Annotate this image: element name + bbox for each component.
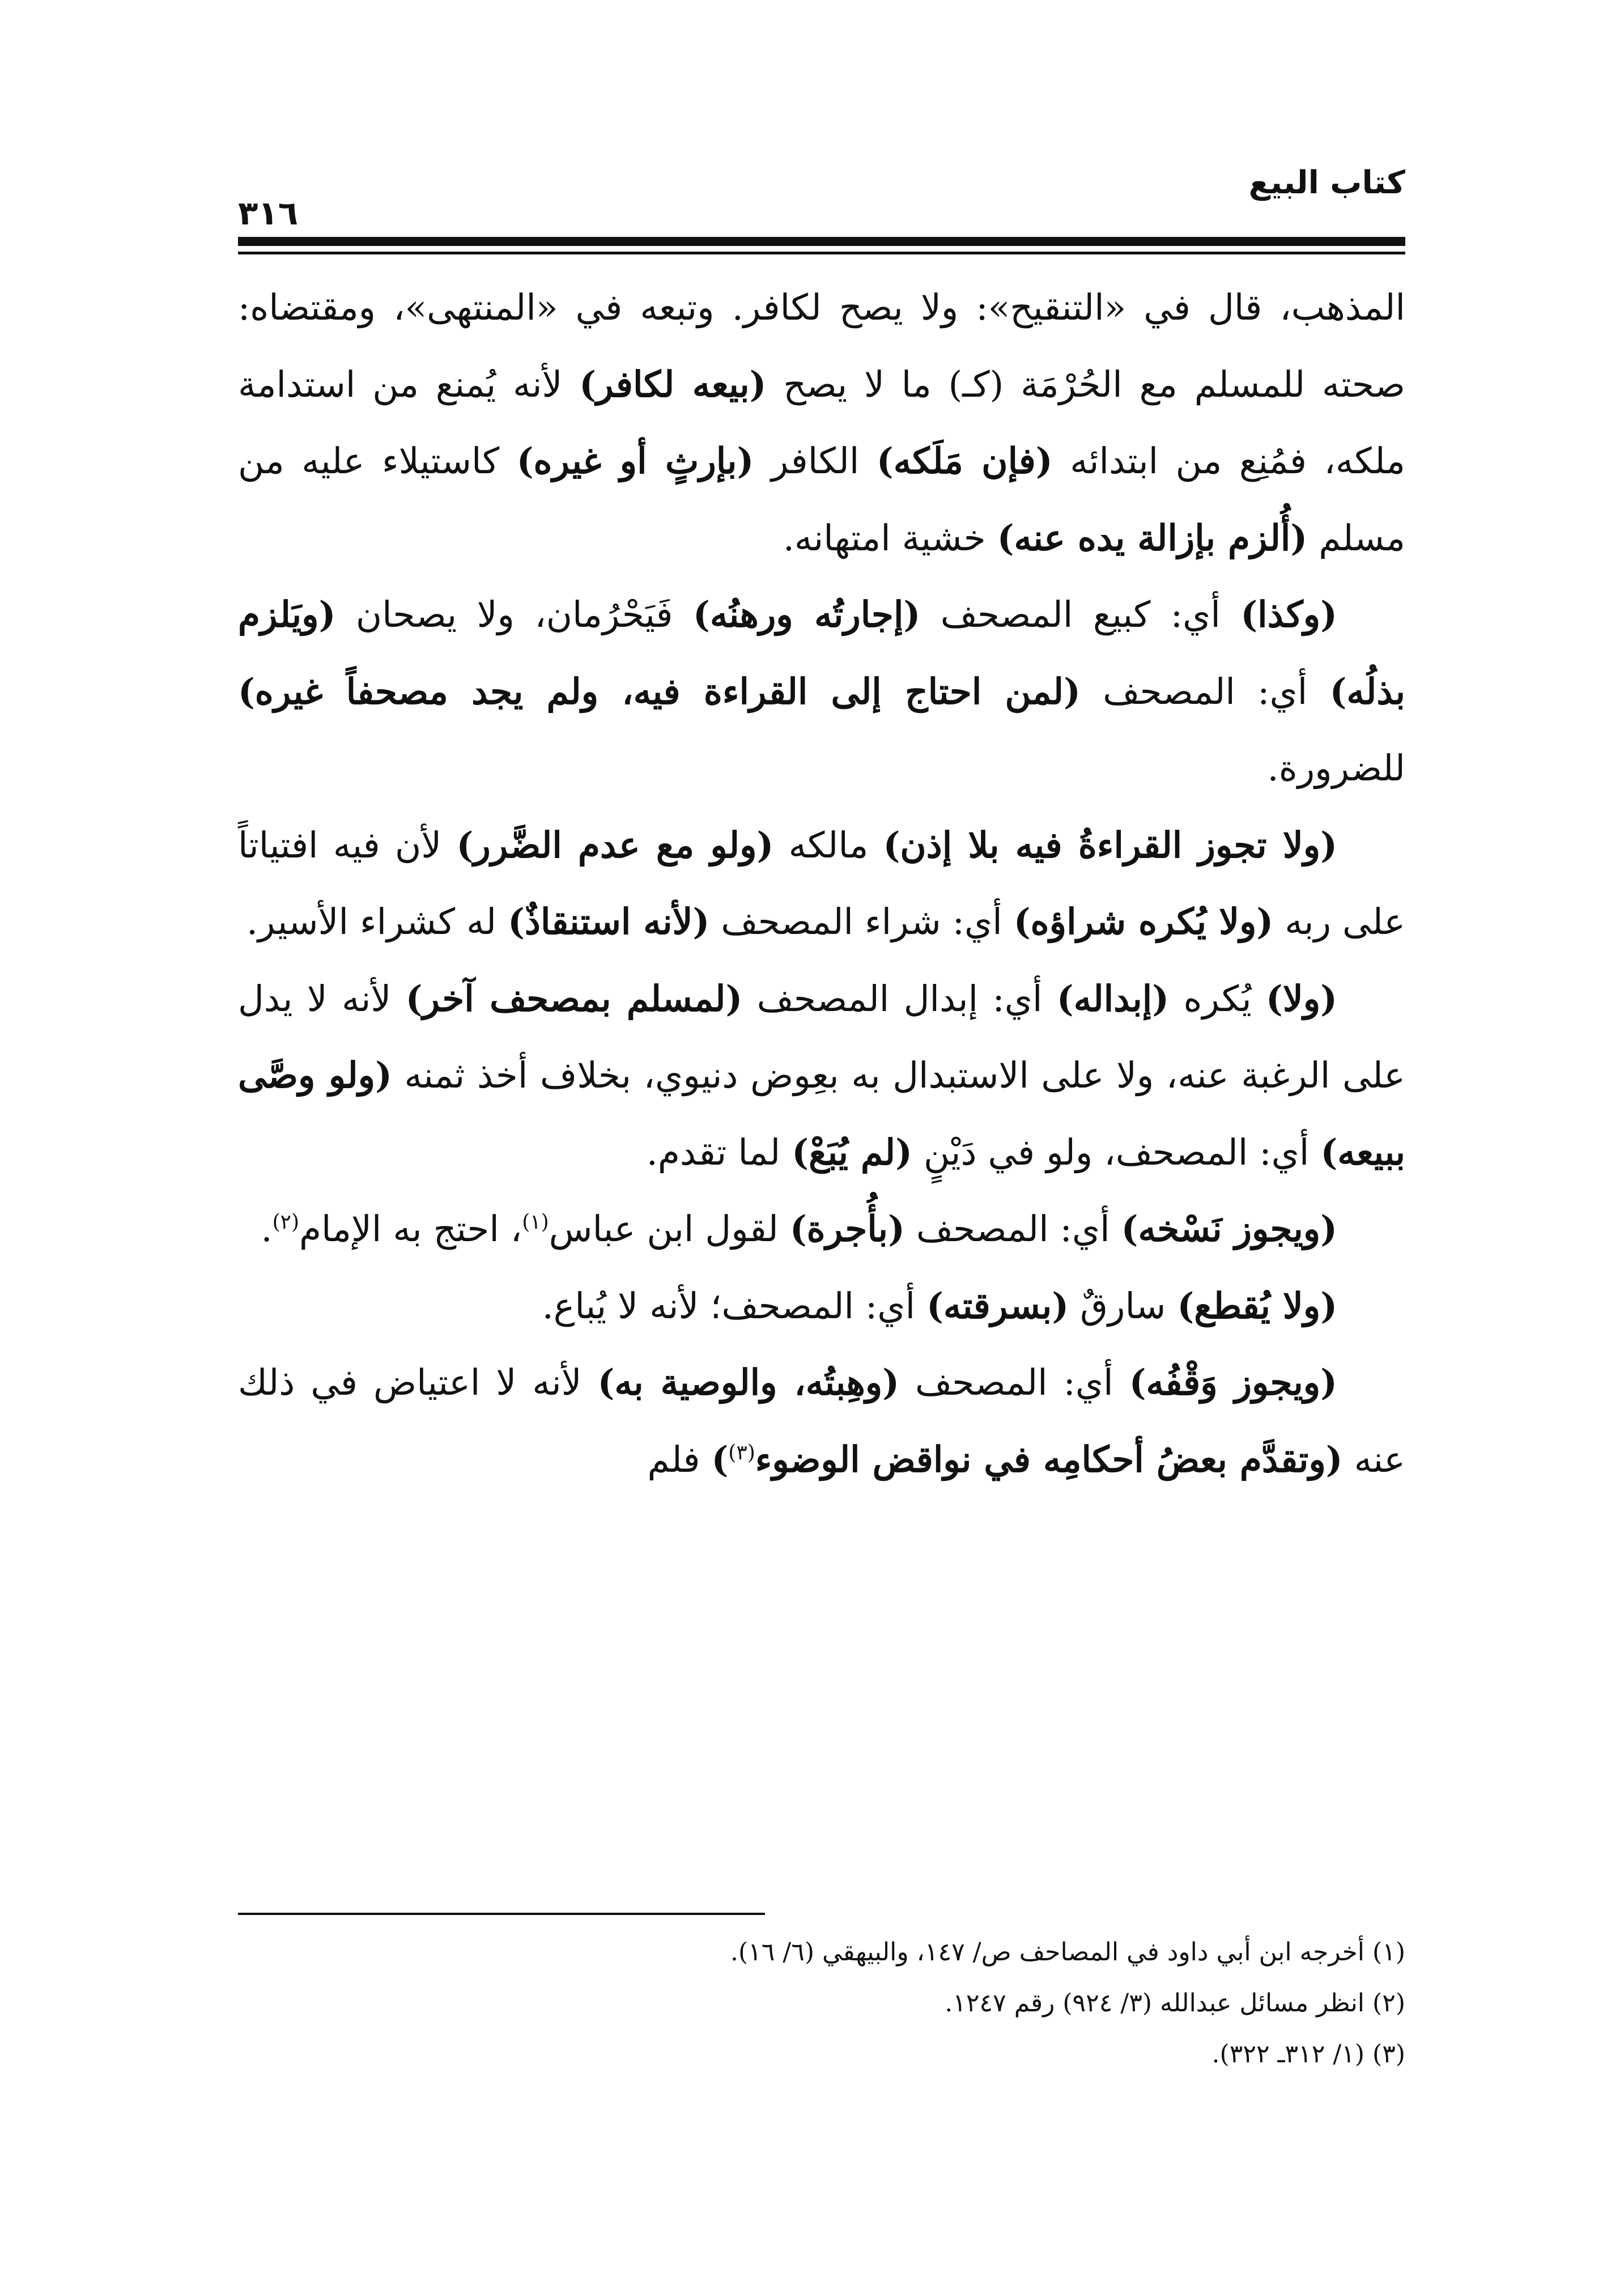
sharh-text: لأنه يُمنع من استدامة ملكه، فمُنِع من ابتدائه	[238, 363, 1405, 482]
matn-text: (بإرثٍ أو غيره)	[516, 440, 754, 482]
matn-text: (لأنه استنقاذٌ)	[508, 901, 710, 942]
sharh-text: أي: كبيع المصحف	[920, 594, 1241, 635]
sharh-text: أي: المصحف، ولو في دَيْنٍ	[912, 1131, 1321, 1173]
matn-text: (ولا يُكره شراؤه)	[1013, 901, 1274, 942]
footnote-ref: (٢)	[272, 1211, 299, 1234]
sharh-text: لأنه لا اعتياض في ذلك عنه	[238, 1362, 1405, 1480]
sharh-text: يُكره	[1169, 978, 1266, 1020]
footnote-ref: (٣)	[728, 1441, 755, 1464]
sharh-text: المذهب، قال في «التنقيح»: ولا يصح لكافر. وتبعه في «المنتهى»، ومقتضاه: صحته للمسلم مع الحُرْمَة (كـ) ما لا يصح	[238, 287, 1405, 405]
book-page	[238, 153, 1405, 2193]
matn-text: (وتقدَّم بعضُ أحكامِه في نواقض الوضوء	[755, 1438, 1343, 1480]
sharh-text: أي: المصحف؛ لأنه لا يُباع.	[542, 1285, 927, 1327]
matn-text: (ويَلزم بذلُه)	[238, 593, 1405, 712]
matn-text: (ويجوز وَقْفُه)	[1129, 1361, 1337, 1403]
sharh-text: فلم	[647, 1438, 712, 1480]
footnote-separator	[238, 1913, 765, 1915]
sharh-text: الكافر	[754, 440, 877, 482]
matn-text: (وكذا)	[1240, 593, 1337, 635]
paragraph	[238, 961, 1405, 1191]
sharh-text: ، احتج به الإمام	[299, 1208, 522, 1250]
paragraph	[238, 1344, 1405, 1498]
footnote-3: (٣) (١/ ٣١٢ـ ٣٢٢).	[1211, 2040, 1405, 2069]
matn-text: (بأُجرة)	[789, 1208, 905, 1250]
paragraph	[238, 807, 1405, 961]
matn-text: (ولو وصَّى ببيعه)	[238, 1054, 1405, 1173]
paragraph	[238, 576, 1405, 807]
matn-text: (بيعه لكافر)	[579, 363, 767, 405]
matn-text: (إجارتُه ورهنُه)	[693, 593, 921, 635]
footnote-2: (٢) انظر مسائل عبدالله (٣/ ٩٢٤) رقم ١٢٤٧.	[945, 1989, 1405, 2018]
paragraph	[238, 1268, 1405, 1345]
matn-text: (ويجوز نَسْخه)	[1121, 1208, 1337, 1250]
footnote-1: (١) أخرجه ابن أبي داود في المصاحف ص/ ١٤٧، والبيهقي (٦/ ١٦).	[730, 1938, 1405, 1967]
paragraph	[238, 269, 1405, 576]
matn-text: (فإن مَلَكه)	[876, 440, 1053, 482]
sharh-text: له كشراء الأسير.	[246, 901, 508, 942]
page-number: ٣١٦	[238, 194, 299, 232]
matn-text: (ولا)	[1266, 977, 1337, 1020]
footnote-ref: (١)	[522, 1211, 549, 1234]
sharh-text: مالكه	[773, 824, 883, 866]
sharh-text: لأنه لا يدل على الرغبة عنه، ولا على الاستبدال به بعِوض دنيوي، بخلاف أخذ ثمنه	[238, 978, 1405, 1096]
footnotes	[238, 1927, 1405, 2080]
matn-text: (لم يُبَعْ)	[792, 1131, 912, 1173]
paragraph	[238, 1191, 1405, 1268]
matn-text: (ولو مع عدم الضَّرر)	[456, 823, 774, 866]
sharh-text: لما تقدم.	[646, 1131, 792, 1173]
sharh-text: أي: إبدال المصحف	[742, 978, 1057, 1020]
matn-text: (ولا يُقطع)	[1177, 1284, 1337, 1327]
sharh-text: أي: المصحف	[904, 1208, 1121, 1250]
matn-text: (لمن احتاج إلى القراءة فيه، ولم يجد مصحفاً غيره)	[238, 670, 1081, 712]
matn-text: (إبداله)	[1056, 977, 1170, 1020]
running-title: كتاب البيع	[1248, 164, 1405, 201]
matn-text: )	[711, 1438, 729, 1480]
sharh-text: أي: المصحف	[899, 1362, 1129, 1403]
sharh-text: لقول ابن عباس	[549, 1208, 790, 1250]
matn-text: (ولا تجوز القراءةُ فيه بلا إذن)	[883, 823, 1337, 866]
sharh-text: .	[261, 1208, 273, 1250]
matn-text: (وهِبتُه، والوصية به)	[597, 1361, 900, 1403]
sharh-text: كاستيلاء عليه من مسلم	[238, 440, 1405, 559]
matn-text: (أُلزم بإزالة يده عنه)	[997, 516, 1308, 559]
sharh-text: فَيَحْرُمان، ولا يصحان	[335, 594, 694, 635]
sharh-text: أي: شراء المصحف	[709, 901, 1014, 942]
sharh-text: سارقٌ	[1069, 1285, 1177, 1327]
sharh-text: للضرورة.	[1267, 748, 1405, 789]
matn-text: (بسرقته)	[926, 1284, 1069, 1327]
running-header	[238, 153, 1405, 238]
header-rule-thick	[238, 237, 1405, 246]
matn-text: (لمسلم بمصحف آخر)	[405, 977, 743, 1020]
sharh-text: خشية امتهانه.	[783, 517, 997, 559]
body-text	[238, 269, 1405, 1498]
sharh-text: أي: المصحف	[1080, 670, 1330, 712]
header-rule-thin	[238, 252, 1405, 254]
sharh-text: لأن فيه افتياتاً على ربه	[238, 824, 1405, 942]
